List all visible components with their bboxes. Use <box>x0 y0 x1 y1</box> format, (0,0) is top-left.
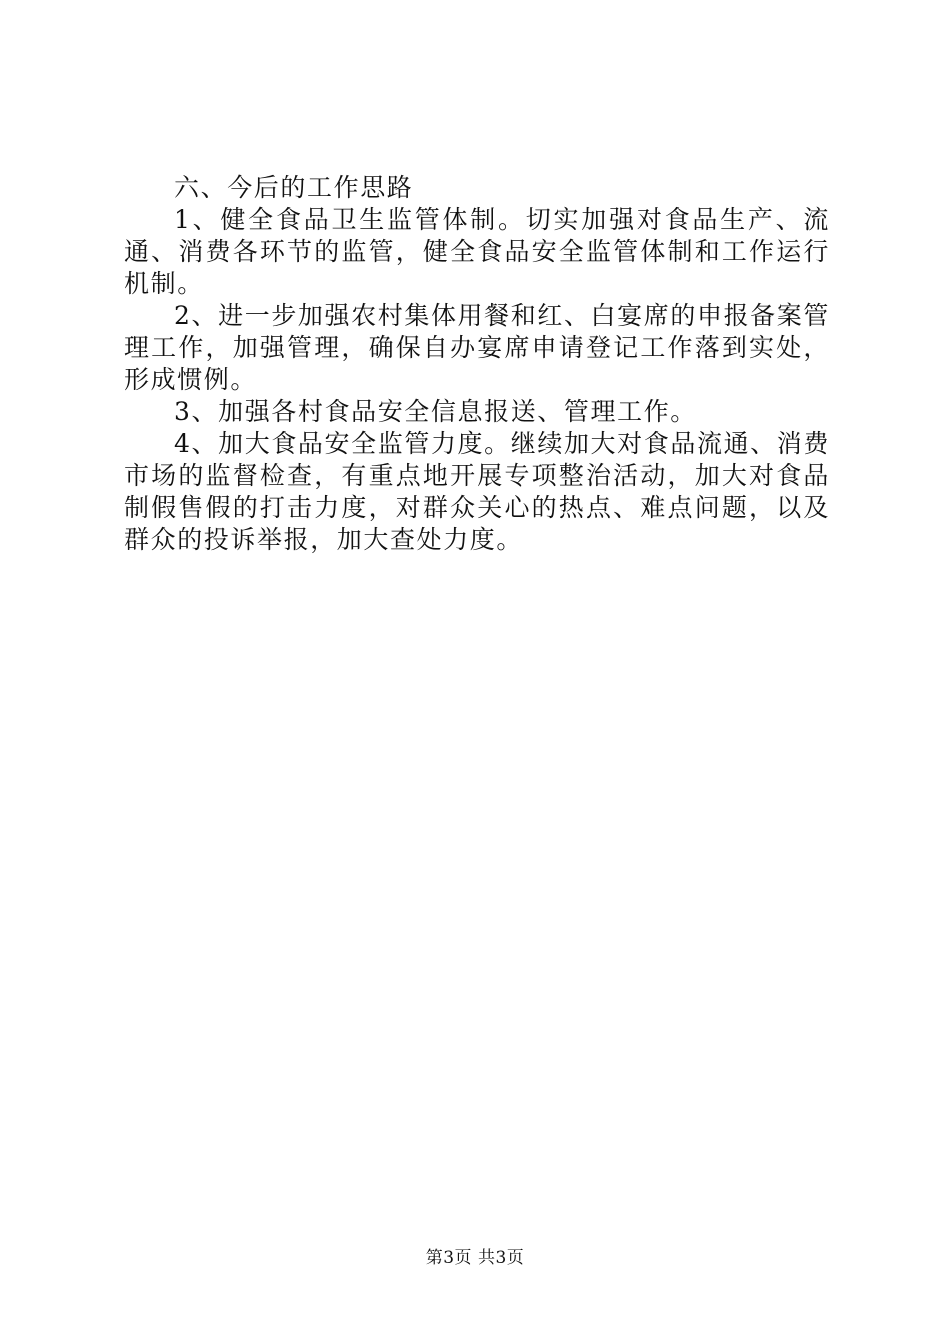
paragraph-2: 2、进一步加强农村集体用餐和红、白宴席的申报备案管理工作，加强管理，确保自办宴席申请登记工作落到实处，形成惯例。 <box>124 301 830 394</box>
paragraph-4: 4、加大食品安全监管力度。继续加大对食品流通、消费市场的监督检查，有重点地开展专项整治活动，加大对食品制假售假的打击力度，对群众关心的热点、难点问题，以及群众的投诉举报，加大查处力度。 <box>124 429 830 554</box>
paragraph-3: 3、加强各村食品安全信息报送、管理工作。 <box>174 397 697 426</box>
section-heading: 六、今后的工作思路 <box>174 173 414 202</box>
paragraph-1: 1、健全食品卫生监管体制。切实加强对食品生产、流通、消费各环节的监管，健全食品安全监管体制和工作运行机制。 <box>124 205 830 298</box>
page-footer: 第3页 共3页 <box>425 1248 525 1268</box>
document-body <box>124 172 830 556</box>
